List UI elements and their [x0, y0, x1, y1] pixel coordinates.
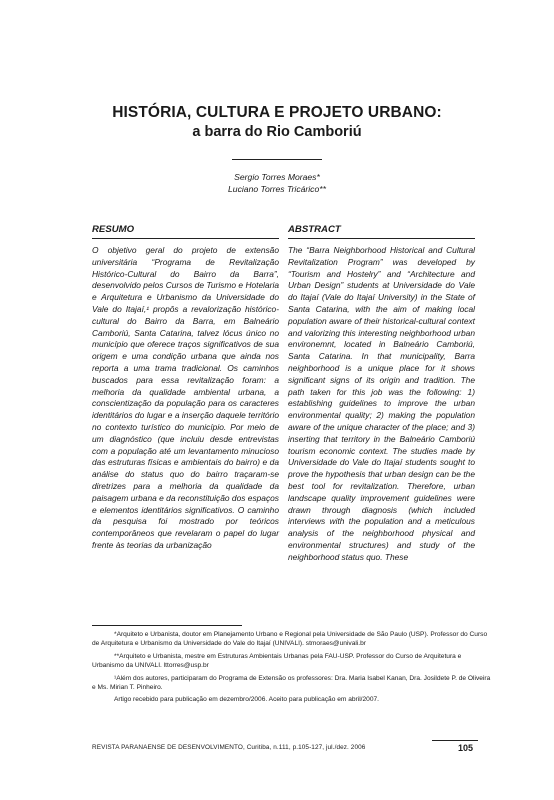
title-divider [232, 159, 322, 160]
journal-footer: REVISTA PARANAENSE DE DESENVOLVIMENTO, Curitiba, n.111, p.105-127, jul./dez. 2006 [92, 744, 366, 751]
footnote: ¹Além dos autores, participaram do Programa de Extensão os professores: Dra. Maria Isabel Kanan, Dra. Josildete P. de Oliveira e Ms. Mirian T. Pinheiro. [92, 674, 491, 692]
footnotes [92, 630, 492, 708]
footnote-separator [92, 625, 242, 626]
footnote: Artigo recebido para publicação em dezembro/2006. Aceito para publicação em abril/2007. [114, 696, 380, 704]
abstract-text: The “Barra Neighborhood Historical and Cultural Revitalization Program” was developed by “Tourism and Hostelry” and “Architecture and Urban Design” students at Universidade do Vale do Itajaí (Vale do Itajaí University) in the State of Santa Catarina, with the aim of making local population aware of their historical-cultural context and valorizing this interesting neighborhood urban environemnt, located in Balneário Camboriú, Santa Catarina. In that municipality, Barra neighborhood is a unique place for it shows significant signs of its origin and tradition. The path taken for this job was the following: 1) establishing guidelines to improve the urban environmental quality; 2) making the population aware of the unique character of the place; and 3) inserting that territory in the Balneário Camboriú tourism economic context. The studies made by Universidade do Vale do Itajaí students sought to prove the hypothesis that urban design can be the best tool for revitalization. Therefore, urban landscape quality improvement guidelines were drawn through diagnosis (which included interviews with the population and a meticulous analysis of the neighborhood physical and environmental structures) and study of the neighborhood status quo. These [288, 245, 475, 562]
page-number: 105 [458, 743, 474, 753]
author-name: Luciano Torres Tricárico** [228, 184, 326, 194]
author-list [0, 171, 554, 195]
resumo-heading: RESUMO [92, 224, 135, 235]
footnote: *Arquiteto e Urbanista, doutor em Planejamento Urbano e Regional pela Universidade de São Paulo (USP). Professor do Curso de Arquitetura e Urbanismo da Universidade do Vale do Itajaí (UNIVALI). stmoraes@univali.br [92, 631, 488, 648]
abstract-heading-rule [288, 238, 475, 239]
article-title: HISTÓRIA, CULTURA E PROJETO URBANO: [112, 104, 442, 121]
author-name: Sergio Torres Moraes* [234, 172, 320, 182]
resumo-heading-rule [92, 238, 279, 239]
article-subtitle: a barra do Rio Camboriú [192, 124, 362, 140]
abstract-heading: ABSTRACT [288, 224, 341, 235]
page-number-rule [432, 740, 478, 741]
resumo-text: O objetivo geral do projeto de extensão universitária “Programa de Revitalização Histórico-Cultural do Bairro da Barra”, desenvolvido pelos Cursos de Turismo e Hotelaria e Arquitetura e Urbanismo da Universidade do Vale do Itajaí,¹ propôs a revalorização histórico-cultural do Bairro da Barra, em Balneário Camboriú, Santa Catarina, talvez lócus único no município que oferece traços significativos de sua origem e uma condição urbana que ainda nos reporta a uma trama tradicional. Os caminhos buscados para essa revitalização foram: a melhoria da qualidade ambiental urbana, a conscientização da população para os caracteres identitários do lugar e a inserção daquele território no contexto turístico do município. Por meio de um diagnóstico (que incluiu desde entrevistas com a população até um levantamento minucioso das estruturas físicas e ambientais do bairro) e da análise do status quo do bairro traçaram-se diretrizes para a melhoria da qualidade da paisagem urbana e da reconstituição dos espaços e elementos identitários significativos. O caminho da pesquisa foi mostrado por teóricos contemporâneos que revelaram o papel do lugar frente às teorias da urbanização [92, 245, 279, 550]
footnote: **Arquiteto e Urbanista, mestre em Estruturas Ambientais Urbanas pela FAU-USP. Professor do Curso de Arquitetura e Urbanismo da UNIVALI. lttorres@usp.br [92, 652, 462, 670]
